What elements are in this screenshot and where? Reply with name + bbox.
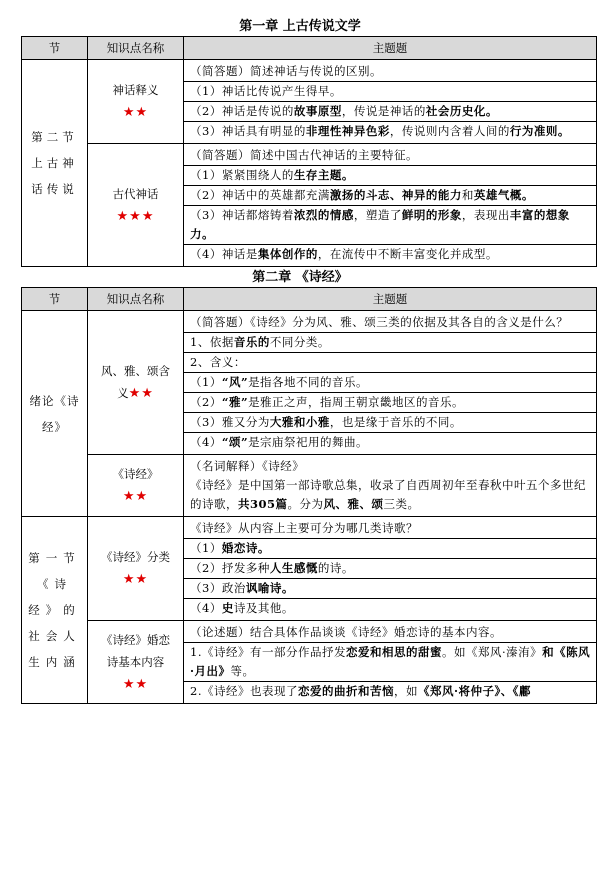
knowledge-point-cell: [88, 144, 184, 267]
text: ，如: [393, 684, 418, 698]
text: （4）神话是: [190, 247, 258, 261]
bold-text: “颂”: [221, 435, 249, 449]
bold-text: 非理性神异色彩: [305, 124, 390, 138]
topic-content: [184, 517, 597, 621]
content-line: [184, 81, 596, 101]
text: 1.《诗经》有一部分作品抒发: [190, 645, 346, 659]
text: 三类。: [383, 497, 420, 511]
text: 是宗庙祭祀用的舞曲。: [248, 435, 369, 449]
chapter-title: 第一章 上古传说文学: [239, 19, 361, 34]
content-line: [184, 185, 596, 205]
content-line: [184, 558, 596, 578]
chapter2-table: [21, 287, 597, 704]
text: （论述题）结合具体作品谈谈《诗经》婚恋诗的基本内容。: [190, 625, 502, 639]
table-header-row: [22, 288, 597, 311]
bold-text: 婚恋诗。: [221, 541, 270, 555]
importance-stars: ★★: [122, 105, 149, 120]
text: （3）政治: [190, 581, 246, 595]
text: （4）: [190, 601, 222, 615]
content-line: [190, 457, 592, 514]
content-line: [184, 578, 596, 598]
header-topic: 主题题: [184, 37, 597, 60]
header-knowledge-point: 知识点名称: [88, 288, 184, 311]
text: 不同分类。: [269, 335, 330, 349]
content-line: [184, 372, 596, 392]
content-line: [190, 146, 592, 165]
topic-content: [184, 621, 597, 704]
text: 《诗经》从内容上主要可分为哪几类诗歌？: [190, 521, 418, 535]
text: 2、含义：: [190, 355, 246, 369]
bold-text: 恋爱和相思的甜蜜: [345, 645, 442, 659]
chapter-title: 第二章 《诗经》: [252, 270, 348, 285]
chapter1-table: [21, 36, 597, 267]
bold-text: “风”: [221, 375, 249, 389]
topic-content: [184, 455, 597, 517]
header-section: 节: [22, 288, 88, 311]
bold-text: 人生感慨: [269, 561, 318, 575]
bold-text: 共305篇: [238, 497, 288, 511]
text: 和: [461, 188, 474, 202]
bold-text: 鲜明的形象: [401, 208, 462, 222]
text: （3）神话具有明显的: [190, 124, 306, 138]
bold-text: 英雄气概。: [473, 188, 534, 202]
text: （2）: [190, 395, 222, 409]
bold-text: 丰富的想象力。: [190, 208, 570, 241]
text: ，塑造了: [353, 208, 402, 222]
importance-stars: ★★: [128, 386, 154, 401]
bold-text: 《郑风·将仲子》、《鄘: [417, 684, 531, 698]
table-row: [22, 311, 597, 455]
text: ，传说则内含着人间的: [389, 124, 510, 138]
topic-content: [184, 144, 597, 267]
knowledge-point-cell: [88, 455, 184, 517]
table-row: [22, 621, 597, 704]
bold-text: 故事原型: [293, 104, 342, 118]
text: 2.《诗经》也表现了: [190, 684, 298, 698]
topic-content: [184, 311, 597, 455]
table-row: [22, 60, 597, 144]
text: （2）神话中的英雄都充满: [190, 188, 330, 202]
bold-text: 社会历史化。: [425, 104, 498, 118]
table-row: [22, 517, 597, 621]
importance-stars: ★★★: [116, 208, 155, 224]
text: 。如《郑风·溱洧》: [441, 645, 543, 659]
section-cell: 第二节上古神话传说: [22, 60, 88, 267]
text: （1）: [190, 541, 222, 555]
content-line: [190, 313, 592, 332]
knowledge-point-name: 《诗经》分类: [101, 550, 170, 564]
text: 诗及其他。: [233, 601, 294, 615]
knowledge-point-name: 神话释义: [112, 83, 159, 97]
text: （简答题）简述神话与传说的区别。: [190, 64, 382, 78]
text: 1、依据: [190, 335, 234, 349]
bold-text: 史: [221, 601, 234, 615]
knowledge-point-name: 古代神话: [112, 186, 159, 201]
content-line: [184, 121, 596, 141]
text: 《诗经》是中国第一部诗歌总集，收录了自西周初年至春秋中叶五个多世纪的诗歌，: [190, 478, 586, 511]
header-knowledge-point: 知识点名称: [88, 37, 184, 60]
text: （简答题）简述中国古代神话的主要特征。: [190, 148, 418, 162]
text: （1）紧紧围绕人的: [190, 168, 294, 182]
table-row: [22, 455, 597, 517]
knowledge-point-name: 风、雅、颂含义: [101, 364, 170, 400]
section-cell: 绪论《诗经》: [22, 311, 88, 517]
content-line: [184, 412, 596, 432]
content-line: [184, 244, 596, 264]
knowledge-point-name: 《诗经》: [112, 467, 159, 481]
content-line: [184, 332, 596, 352]
knowledge-point-cell: [88, 621, 184, 704]
bold-text: 恋爱的曲折和苦恼: [297, 684, 394, 698]
importance-stars: ★★: [122, 489, 149, 504]
text: ，表现出: [461, 208, 510, 222]
bold-text: 行为准则。: [509, 124, 570, 138]
text: （1）神话比传说产生得早。: [190, 84, 342, 98]
content-line: [190, 62, 592, 81]
content-line: [184, 432, 596, 452]
text: 等。: [230, 664, 255, 678]
content-line: [184, 101, 596, 121]
bold-text: 浓烈的情感: [293, 208, 354, 222]
content-line: [184, 642, 596, 681]
content-line: [184, 598, 596, 618]
knowledge-point-cell: [88, 60, 184, 144]
content-line: [184, 165, 596, 185]
content-line: [190, 623, 592, 642]
text: （3）雅又分为: [190, 415, 270, 429]
bold-text: 和《陈风·月出》: [190, 645, 591, 678]
text: 是雅正之声，指周王朝京畿地区的音乐。: [248, 395, 465, 409]
table-row: [22, 144, 597, 267]
text: （3）神话都熔铸着: [190, 208, 294, 222]
importance-stars: ★★: [122, 676, 149, 692]
header-section: 节: [22, 37, 88, 60]
text: ，也是缘于音乐的不同。: [329, 415, 462, 429]
knowledge-point-cell: [88, 311, 184, 455]
content-line: [184, 538, 596, 558]
bold-text: 集体创作的: [257, 247, 318, 261]
content-line: [190, 519, 592, 538]
text: （2）抒发多种: [190, 561, 270, 575]
bold-text: 大雅和小雅: [269, 415, 330, 429]
table-header-row: [22, 37, 597, 60]
bold-text: 讽喻诗。: [245, 581, 294, 595]
bold-text: 音乐的: [233, 335, 270, 349]
topic-content: [184, 60, 597, 144]
bold-text: 风、雅、颂: [323, 497, 384, 511]
content-line: [184, 392, 596, 412]
bold-text: 激扬的斗志、神异的能力: [329, 188, 462, 202]
header-topic: 主题题: [184, 288, 597, 311]
text: （名词解释）《诗经》: [190, 459, 305, 473]
content-line: [184, 205, 596, 244]
knowledge-point-name: 《诗经》婚恋诗基本内容: [101, 632, 170, 669]
bold-text: “雅”: [221, 395, 249, 409]
text: 。分为: [287, 497, 324, 511]
knowledge-point-cell: [88, 517, 184, 621]
text: （2）神话是传说的: [190, 104, 294, 118]
bold-text: 生存主题。: [293, 168, 354, 182]
text: ，传说是神话的: [341, 104, 426, 118]
section-cell: 第一节《诗经》的社会人生内涵: [22, 517, 88, 704]
text: ，在流传中不断丰富变化并成型。: [317, 247, 498, 261]
text: （1）: [190, 375, 222, 389]
text: （简答题）《诗经》分为风、雅、颂三类的依据及其各自的含义是什么？: [190, 315, 569, 329]
text: （4）: [190, 435, 222, 449]
importance-stars: ★★: [122, 572, 149, 587]
text: 是指各地不同的音乐。: [248, 375, 369, 389]
content-line: [184, 681, 596, 701]
content-line: [184, 352, 596, 372]
text: 的诗。: [317, 561, 354, 575]
